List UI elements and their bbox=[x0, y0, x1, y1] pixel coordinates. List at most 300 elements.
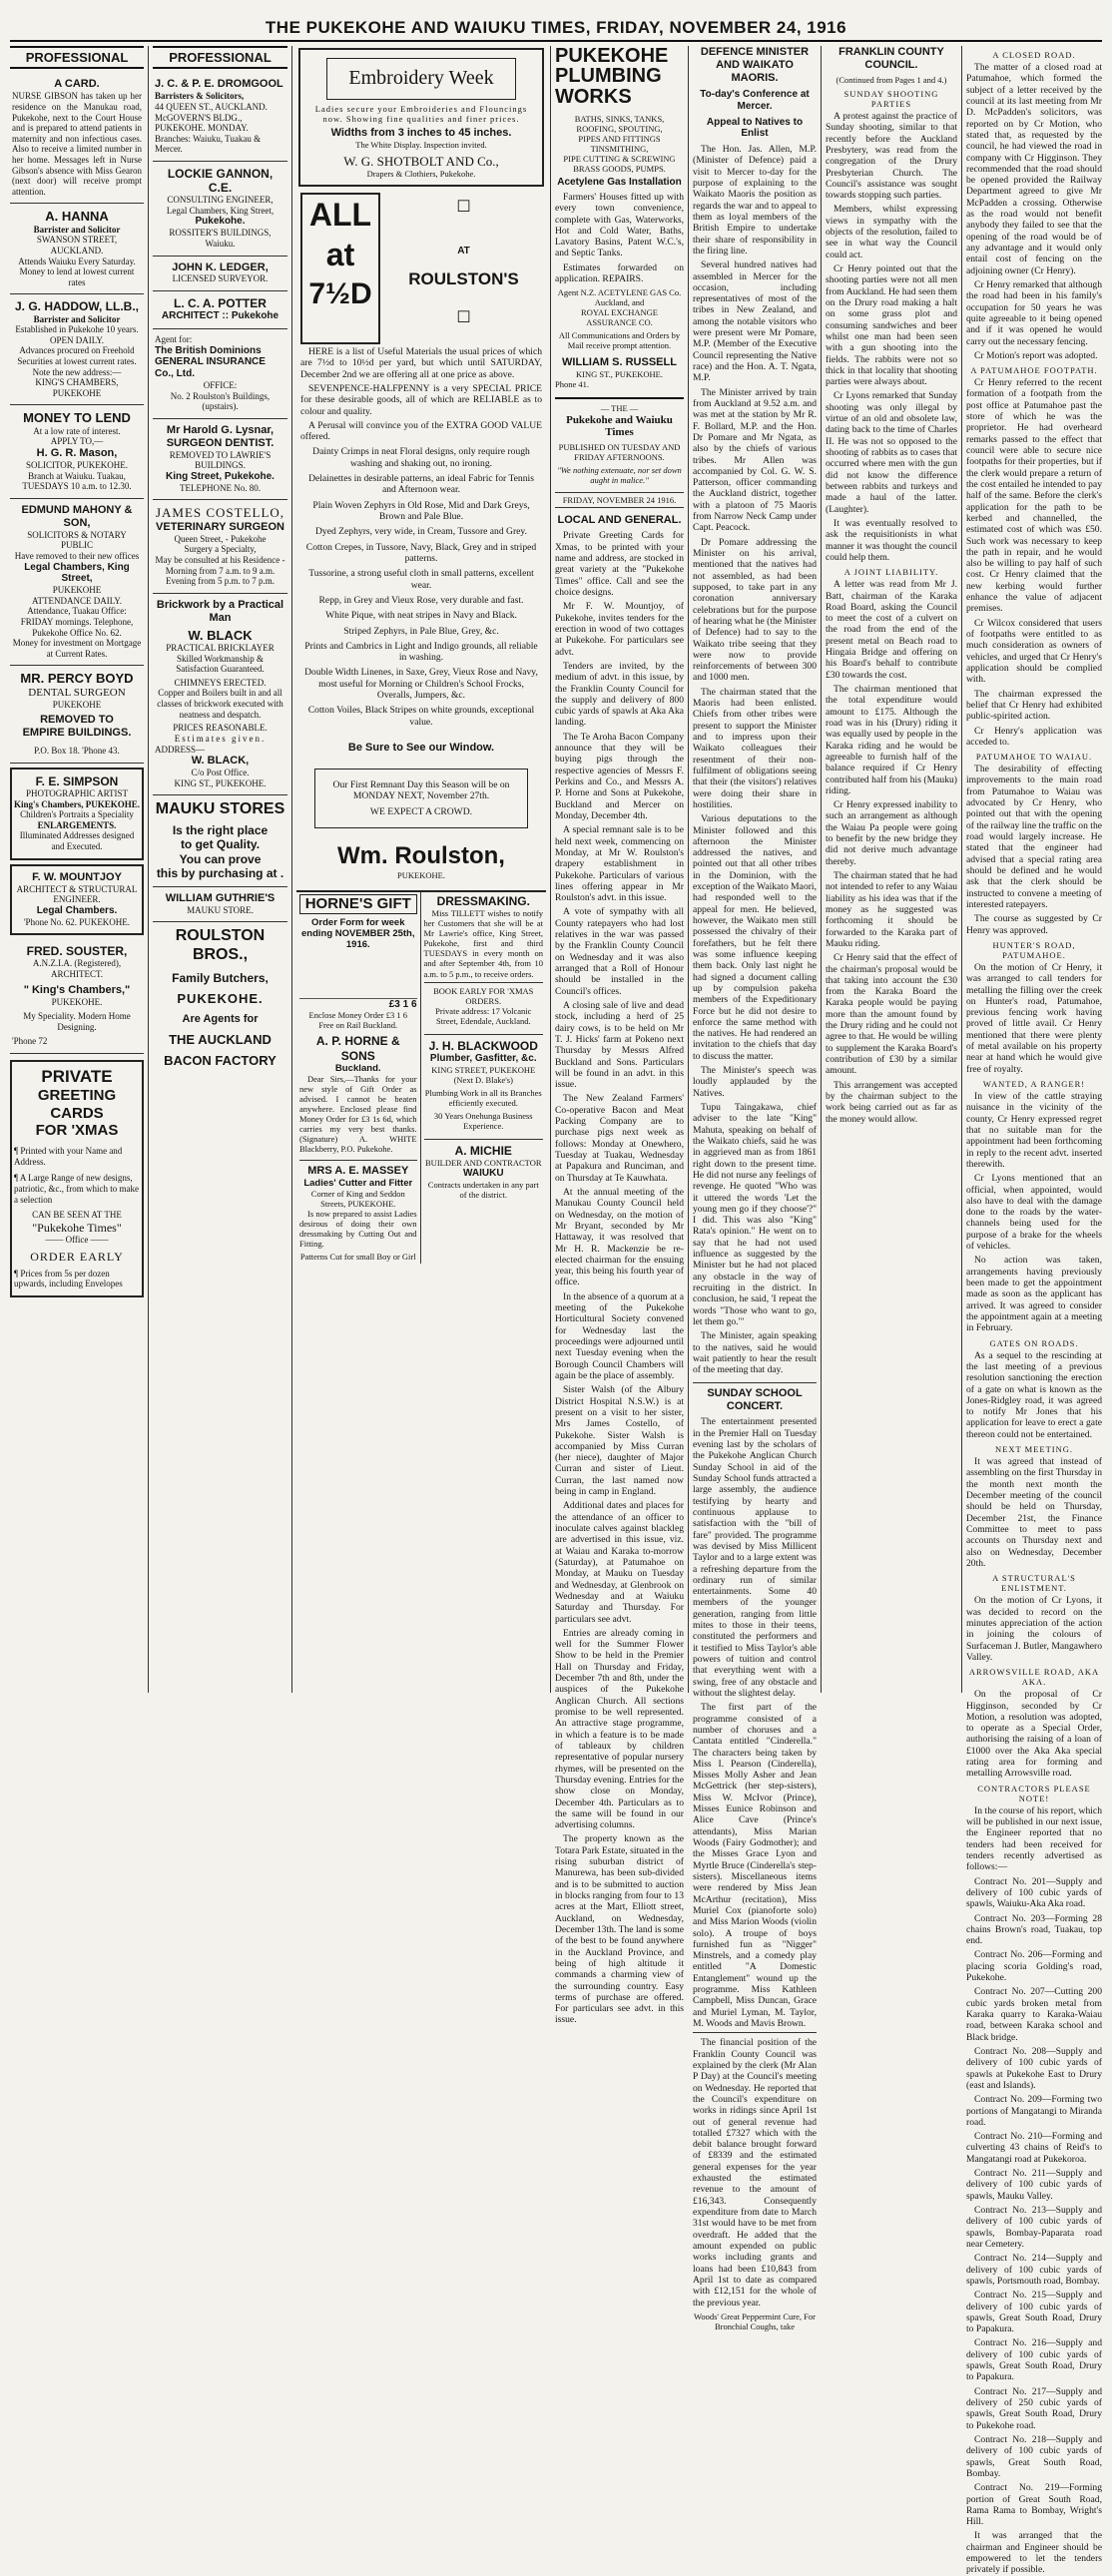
news-paragraph: It was eventually resolved to ask the requisitionists in what manner it was thought the council could help them. bbox=[826, 517, 957, 563]
ad-town: Pukekohe. bbox=[195, 216, 246, 228]
ad-address: No. 2 Roulston's Buildings, (upstairs). bbox=[170, 390, 271, 412]
ad-seen: CAN BE SEEN AT THE bbox=[32, 1210, 122, 1221]
ad-role: SURGEON DENTIST. bbox=[166, 436, 275, 449]
ad-role: Family Butchers, bbox=[172, 971, 269, 986]
ad-advances: Advances procured on Freehold Securities at lowest current rates. bbox=[17, 345, 137, 366]
ad-address: Corner of King and Seddon Streets, PUKEKOHE. bbox=[310, 1189, 405, 1210]
ad-greeting-cards bbox=[10, 1060, 144, 1297]
ad-at: at bbox=[325, 236, 355, 272]
ad-title: PUKEKOHE bbox=[555, 45, 669, 67]
column-advertisements bbox=[296, 46, 546, 1693]
column-rule bbox=[961, 46, 962, 1693]
ad-estimates: Estimates given. bbox=[174, 733, 267, 744]
news-paragraph: Contract No. 201—Supply and delivery of 100 cubic yards of spawls, Waiuku-Aka Aka road. bbox=[966, 1875, 1102, 1910]
checkbox-icon: ☐ bbox=[456, 308, 471, 326]
news-paragraph: Tupu Taingakawa, chief adviser to the late "King" Mahuta, speaking on behalf of the Waikato chiefs, said he was in aggrieved man as from 1861 right down to the present time. He did not nurse any feelings of revenge. He quoted "Who was it uttered the words 'Let the young men go if they choose'?" I did. This was also "King" Rata's opinion." He went on to say that he had not used influence as suggested by the Minister but he had not placed any obstacle in the way of recruiting in the district. In conclusion, he said, 'I repeat the words "Those who want to go, let them go."' bbox=[693, 1102, 817, 1327]
ad-role: PHOTOGRAPHIC ARTIST bbox=[25, 787, 129, 798]
news-paragraph: The chairman stated that he had not intended to refer to any Waiau liability as his idea was that if the money as he suggested was forthcoming it should be forwarded to the Karaka part of Mauku riding. bbox=[826, 870, 957, 949]
news-paragraph: Entries are already coming in well for the Summer Flower Show to be held in the Premier Hall on Thursday and Friday, December 7th and 8th, under the auspices of the Pukekohe Anglican Church. All sections promise to be well represented. An attractive stage programme, in which a feature is to be made of tableaux by children representative of popular nursery rhymes, will be presented on the Thursday evening. Entries for the show close on Monday, December 4th. Particulars as to the same will be found in our advertising columns. bbox=[555, 1627, 684, 1831]
ad-paragraph: A Perusal will convince you of the EXTRA GOOD VALUE offered. bbox=[300, 419, 542, 443]
ad-speciality: My Speciality. Modern Home Designing. bbox=[23, 1011, 131, 1032]
news-paragraph: The New Zealand Farmers' Co-operative Bacon and Meat Packing Company are to purchase pigs next week as follows: Monday at Onewhero, Tuesday at Tuakau, Wednesday at Papakura and Runciman, and on Thursday at Te Kauwhata. bbox=[555, 1093, 684, 1184]
article-headline: DEFENCE MINISTER AND WAIKATO MAORIS. bbox=[700, 46, 810, 84]
ad-address: KING STREET, PUKEKOHE (Next D. Blake's) bbox=[431, 1064, 536, 1085]
ad-attendance: ATTENDANCE DAILY. bbox=[32, 595, 122, 606]
article-subhead: HUNTER'S ROAD, PATUMAHOE. bbox=[992, 939, 1076, 960]
news-paragraph: The desirability of effecting improvements to the main road from Patumahoe to Waiau was advocated by Cr Henry, who pointed out that with the opening of the railway line the traffic on the road would largely increase. He stated that the engineer had advised that a special rating area should be defined and he would ask that the clerk should be instructed to convene a meeting of interested ratepayers. bbox=[966, 764, 1102, 910]
news-paragraph: Members, whilst expressing views in sympathy with the objects of the resolution, failed to see in what way the Council could act. bbox=[826, 204, 957, 260]
ad-name: LOCKIE GANNON, C.E. bbox=[167, 166, 274, 196]
news-paragraph: This arrangement was accepted by the chairman subject to the work being carried out as far as the money would allow. bbox=[826, 1079, 957, 1125]
ad-at: AT bbox=[457, 245, 470, 257]
article-subhead: GATES ON ROADS. bbox=[989, 1337, 1079, 1348]
ad-role: ARCHITECT & STRUCTURAL ENGINEER. bbox=[16, 883, 138, 905]
ad-title: PLUMBING bbox=[555, 65, 662, 87]
news-paragraph: Contract No. 217—Supply and delivery of 250 cubic yards of spawls, Great South Road, Drury to Pukekohe road. bbox=[966, 2385, 1102, 2431]
ad-title: MONEY TO LEND bbox=[23, 410, 131, 426]
news-paragraph: Contract No. 210—Forming and culverting 43 chains of Reid's to Mangatangi road at Pukekoroa. bbox=[966, 2131, 1102, 2165]
article-subhead: A JOINT LIABILITY. bbox=[843, 567, 939, 578]
ad-costello bbox=[153, 500, 287, 593]
article-subhead: NEXT MEETING. bbox=[995, 1444, 1073, 1455]
ad-apply: APPLY TO,— bbox=[50, 436, 104, 447]
ad-store: MAUKU STORE. bbox=[187, 904, 254, 915]
ad-line: BATHS, SINKS, TANKS, bbox=[574, 114, 665, 124]
column-county-council bbox=[826, 46, 957, 1693]
ad-building: McGOVERN'S BLDG., PUKEKOHE. MONDAY. bbox=[155, 112, 249, 134]
ad-invitation: The White Display. Inspection invited. bbox=[355, 139, 487, 150]
nameplate-the: — THE — bbox=[600, 403, 639, 414]
ad-free: Free on Rail Buckland. bbox=[318, 1020, 398, 1031]
ad-address: Private address: 17 Volcanic Street, Edendale, Auckland. bbox=[435, 1005, 532, 1026]
news-paragraph: The first part of the programme consisted of a number of choruses and a Cantata entitled "Cinderella." The characters being taken by Miss I. Pearson (Cinderella), Misses Molly Asher and Jean McGettrick (her step-sisters), Miss W. McIvor (Prince), Misses Eunice Robinson and Alice Cave (Prince's attendants), Miss Marian Woods (Fairy Godmother); and the Misses Grace Lyon and Myrtle Bruce (Cinderella's step-sisters). Miscellaneous items were rendered by Miss Jean McArthur (recitation), Miss Muriel Cox (pianoforte solo) and Miss Marion Woods (violin solo). A troupe of boys furnished fun as "Nigger" Minstrels, and a comedy play entitled "A Domestic Entanglement" wound up the programme. Miss Kathleen Campbell, Miss Duncan, Grace and Muriel Lyman, M. Taylor, M. Woods and Mavis Brown. bbox=[693, 1702, 817, 2030]
ad-remnant-box bbox=[314, 769, 528, 828]
news-paragraph: The financial position of the Franklin County Council was explained by the clerk (Mr Alan P Day) at the Council's meeting on Wednesday. He reported that the Council's expenditure on works in ridings since April 1st out of general revenue had totalled £7327 which with the debit balance brought forward of £8339 and the estimated general expenses for the year exhausted the estimated revenue to the amount of £16,343. Consequently expenditure from date to March 31st would have to be met from overdraft. He added that the amount expended on public works including grants and loans had been £10,843 from April 1st to date as compared with £12,151 for the whole of the previous year. bbox=[693, 2032, 817, 2309]
news-paragraph: The property known as the Totara Park Estate, situated in the rising suburban district of Manurewa, has been sub-divided and is to be submitted to auction in blocks ranging from four to 13 acres at the Mart, Elliott street, Auckland, on Wednesday, December 13th. The land is some of the best to be found anywhere in the Auckland Province, and being of high altitude it commands a charming view of the surrounding country. Easy terms of purchase are offered. For particulars see advt. in this issue. bbox=[555, 1833, 684, 2026]
ad-phone: Phone 41. bbox=[555, 379, 589, 390]
article-subhead: Appeal to Natives to Enlist bbox=[706, 116, 804, 140]
article-subhead: WANTED, A RANGER! bbox=[982, 1079, 1086, 1090]
ad-address: " King's Chambers," bbox=[23, 983, 131, 996]
ad-title: HORNE'S GIFT bbox=[299, 894, 417, 914]
ad-gannon bbox=[153, 162, 287, 257]
ad-hornes-gift bbox=[296, 892, 421, 1264]
news-paragraph: The Hon. Jas. Allen, M.P. (Minister of Defence) paid a visit to Mercer to-day for the purpose of explaining to the Waikato Maoris the position as regards the war and to appeal to them as loyal members of the British Empire to undertake their share of responsibility in the firing line. bbox=[693, 144, 817, 257]
ad-potter bbox=[153, 291, 287, 329]
ad-address: 44 QUEEN ST., AUCKLAND. bbox=[155, 101, 268, 112]
ad-book: BOOK EARLY FOR 'XMAS ORDERS. bbox=[424, 982, 543, 1006]
news-paragraph: A letter was read from Mr J. Batt, chairman of the Karaka Road Board, asking the Council to meet the cost of a culvert on the road from the end of the present metal on Beach road to Hingaia Bridge and offering on his Board's behalf to contribute £30 towards the cost. bbox=[826, 579, 957, 681]
ad-item: Dyed Zephyrs, very wide, in Cream, Tussore and Grey. bbox=[315, 526, 527, 538]
ad-item: Prints and Cambrics in Light and Indigo grounds, all reliable in washing. bbox=[304, 640, 538, 664]
ad-experience: 30 Years Onehunga Business Experience. bbox=[433, 1110, 533, 1131]
news-paragraph: Sister Walsh (of the Albury District Hospital N.S.W.) is at present on a visit to her sister, Mrs James Costello, of Pukekohe. Sister Walsh is accompanied by Miss Curran (her niece), daughter of Major Curran and sister of Lieut. Curran, the last named now being in camp in England. bbox=[555, 1384, 684, 1498]
ad-text: NURSE GIBSON has taken up her residence on the Manukau road, Pukekohe, next to the Court House and is prepared to attend patients in maternity and non infectious cases. Also to receive a limited number in her home. Messages left in Nurse Gibson's absence with Miss Gearon (next door) will receive prompt attention. bbox=[12, 91, 142, 197]
news-paragraph: Contract No. 207—Cutting 200 cubic yards broken metal from Karaka quarry to Karaka-Waiau road, between Karaka school and Black bridge. bbox=[966, 1986, 1102, 2043]
ad-role: PRACTICAL BRICKLAYER bbox=[166, 643, 275, 654]
ad-town: PUKEKOHE bbox=[52, 585, 102, 596]
ad-town: PUKEKOHE bbox=[52, 699, 102, 710]
column-rule bbox=[821, 46, 822, 1693]
ad-widths: Widths from 3 inches to 45 inches. bbox=[330, 126, 512, 139]
ad-line: BRASS GOODS, PUMPS. bbox=[573, 164, 666, 175]
ad-role: Plumber, Gasfitter, &c. bbox=[429, 1052, 537, 1064]
ad-phone: P.O. Box 18. 'Phone 43. bbox=[34, 746, 120, 757]
ad-role: DENTAL SURGEON bbox=[28, 686, 126, 699]
news-paragraph: The Minister, again speaking to the natives, said he would wait patiently to hear the result of the meeting that day. bbox=[693, 1330, 817, 1376]
ad-line: ROOFING, SPOUTING, bbox=[576, 124, 663, 135]
ad-price: 7½D bbox=[308, 276, 372, 310]
ad-role: SOLICITORS & NOTARY PUBLIC bbox=[27, 529, 127, 551]
ad-line: PIPE CUTTING & SCREWING bbox=[563, 154, 676, 165]
news-paragraph: Contract No. 216—Supply and delivery of 100 cubic yards of spawls, Great South Road, Drury to Papakura. bbox=[966, 2337, 1102, 2383]
ad-branches: Branches: Waiuku, Tuakau & Mercer. bbox=[155, 133, 262, 155]
article-subhead: PATUMAHOE TO WAIAU. bbox=[975, 752, 1093, 763]
news-paragraph: Contract No. 218—Supply and delivery of 100 cubic yards of spawls, Great South Road, Bombay. bbox=[966, 2433, 1102, 2479]
news-paragraph: Cr Henry referred to the recent formation of a footpath from the post office at Patumahoe past the store of which he was the proprietor. He had overheard remarks passed to the effect that council were able to secure nice footpaths for their properties, but if the clerk would prepare a return of the cost entailed he intended to pay half of the same. Before the clerk's application for the path to be kerbed and channelled, the estimated cost of which was £50. Such work was necessary to keep the path in repair, and he would also be willing to pay half of such cost. Cr Henry claimed that the new kerbing would further enhance the value of adjacent premises. bbox=[966, 377, 1102, 615]
news-paragraph: Contract No. 211—Supply and delivery of 100 cubic yards of spawls, Mauku Valley. bbox=[966, 2168, 1102, 2202]
ad-order: ORDER EARLY bbox=[30, 1249, 124, 1264]
ad-name: JAMES COSTELLO, bbox=[155, 505, 285, 521]
ad-line: ¶ A Large Range of new designs, patriotic, &c., from which to make a selection bbox=[14, 1173, 139, 1205]
ad-line: to get Quality. bbox=[180, 837, 261, 852]
article-subhead: A PATUMAHOE FOOTPATH. bbox=[970, 365, 1098, 376]
ad-name: J. C. & P. E. DROMGOOL bbox=[155, 78, 283, 91]
news-paragraph: On the motion of Cr Henry, it was arranged to call tenders for metalling the filling over the creek on Hunter's road, Patumahoe, previous fencing work having proved of little avail. Cr Henry mentioned that there were plenty of metal available on his property near at hand which he would give free of royalty. bbox=[966, 961, 1102, 1075]
ad-russell: WILLIAM S. RUSSELL bbox=[562, 356, 677, 369]
nameplate-motto: "We nothing extenuate, nor set down aught in malice." bbox=[557, 465, 682, 486]
ad-item: Plain Woven Zephyrs in Old Rose, Mid and Dark Greys, Brown and Pale Blue. bbox=[312, 499, 530, 523]
ad-open: OPEN DAILY. bbox=[50, 334, 104, 345]
ad-item: Dainty Crimps in neat Floral designs, only require rough washing and shaking out, no ironing. bbox=[312, 446, 530, 469]
ad-line: You can prove bbox=[179, 851, 262, 866]
ad-name: W. BLACK bbox=[188, 627, 253, 643]
column-rule bbox=[291, 46, 292, 1693]
ad-item: Tussorine, a strong useful cloth in small patterns, excellent wear. bbox=[308, 568, 534, 591]
ad-lysnar bbox=[153, 419, 287, 501]
ad-branch: Branch at Waiuku. Tuakau, TUESDAYS 10 a.m. to 12.30. bbox=[22, 470, 132, 492]
ad-note: Note the new address:— bbox=[32, 366, 122, 377]
ad-town: PUKEKOHE. bbox=[177, 991, 264, 1007]
news-paragraph: Additional dates and places for the attendance of an officer to inoculate calves against blackleg are advertised in this issue, viz. at Waiau and Karaka to-morrow (Saturday), at Patumahoe on Monday, at Mauku on Tuesday and Wednesday, at Glenbrook on Wednesday and at Waiuku Saturday and Thursday. For particulars see advt. bbox=[555, 1500, 684, 1625]
ad-phone: 'Phone 72 bbox=[12, 1036, 48, 1047]
ad-attendance-detail: Attendance, Tuakau Office: FRIDAY mornings. Telephone, Pukekohe Office No. 62. bbox=[20, 606, 134, 638]
news-paragraph: Various deputations to the Minister followed and this afternoon the Minister addressed the natives, and pointed out that all other tribes in the Dominion, with the exception of the Waikato Maori, had responded well to the appeal for men. He believed, however, the Waikato men still possessed the chivalry of their forefathers, but he felt there was some influence keeping them back. Only last night he had signed a document calling up by compulsion pakeha members of the Expeditionary Force but he did not desire to enforce the same method with the natives. He had rendered an invitation to the chiefs that day to discuss the matter. bbox=[693, 813, 817, 1062]
news-paragraph: Cr Henry's application was acceded to. bbox=[966, 725, 1102, 748]
ad-building: EMPIRE BUILDINGS. bbox=[22, 727, 132, 740]
news-paragraph: At the annual meeting of the Manukau County Council held on Wednesday, on the motion of Mr Bryant, seconded by Mr Hattaway, it was resolved that Mr H. R. Mackenzie be re-elected chairman for the ensuing year, this being his fourth year of office. bbox=[555, 1186, 684, 1288]
news-paragraph: Contract No. 203—Forming 28 chains Brown's road, Tuakau, top end. bbox=[966, 1912, 1102, 1947]
news-paragraph: Private Greeting Cards for Xmas, to be printed with your name and address, are stocked in great variety at the "Pukekohe Times" office. Call and see the choice designs. bbox=[555, 530, 684, 599]
ad-title: WORKS bbox=[555, 86, 632, 108]
ad-title: A CARD. bbox=[54, 78, 100, 91]
ad-name: W. BLACK, bbox=[191, 755, 250, 768]
ad-firm: A. P. HORNE & SONS bbox=[315, 1034, 400, 1063]
ad-line: BACON FACTORY bbox=[164, 1052, 277, 1068]
article-continued: (Continued from Pages 1 and 4.) bbox=[835, 74, 947, 85]
section-heading: PROFESSIONAL bbox=[153, 46, 287, 69]
column-professional-1 bbox=[10, 46, 144, 1693]
news-paragraph: A vote of sympathy with all County ratepayers who had lost relatives in the war was passed by the Franklin County Council on Wednesday and it was also arranged that a Roll of Honour should be installed in the Council's offices. bbox=[555, 906, 684, 997]
ad-copper: Copper and Boilers built in and all classes of brickwork executed with neatness and despatch. bbox=[157, 688, 283, 720]
ad-role: LICENSED SURVEYOR. bbox=[172, 273, 269, 284]
ad-item: Striped Zephyrs, in Pale Blue, Grey, &c. bbox=[343, 625, 499, 637]
ad-name: Mr Harold G. Lysnar, bbox=[166, 423, 275, 436]
ad-text: Plumbing Work in all its Branches efficiently executed. bbox=[424, 1087, 542, 1108]
ad-text: Contracts undertaken in any part of the district. bbox=[427, 1179, 539, 1200]
ad-sub: Drapers & Clothiers, Pukekohe. bbox=[366, 168, 476, 179]
article-headline: FRANKLIN COUNTY COUNCIL. bbox=[838, 46, 944, 71]
price-box bbox=[300, 193, 380, 344]
ad-text: Is now prepared to assist Ladies desirous of doing their own dressmaking by Cutting Out and Fitting. bbox=[299, 1209, 417, 1250]
ad-address: Legal Chambers, King Street, bbox=[166, 205, 275, 216]
ad-name: EDMUND MAHONY & SON, bbox=[21, 503, 133, 529]
news-paragraph: In view of the cattle straying nuisance in the vicinity of the county, Cr Henry expressed regret that no suitable man for the appointment had been forthcoming in reply to the recent advt. inserted therewith. bbox=[966, 1091, 1102, 1170]
ad-hours: May be consulted at his Residence - Morning from 7 a.m. to 9 a.m. Evening from 5 p.m. to 7 p.m. bbox=[155, 554, 285, 587]
ad-remnant: Our First Remnant Day this Season will be on MONDAY NEXT, November 27th. bbox=[332, 778, 510, 802]
ad-name: J. G. HADDOW, LL.B., bbox=[14, 299, 139, 314]
ad-title: PRIVATE bbox=[41, 1067, 113, 1087]
ad-item: Cotton Voiles, Black Stripes on white grounds, exceptional value. bbox=[307, 705, 535, 728]
column-rule bbox=[148, 46, 149, 1693]
ad-note: Have removed to their new offices bbox=[14, 550, 140, 561]
footer-ad: Woods' Great Peppermint Cure, For Bronchial Coughs, take bbox=[694, 2311, 816, 2331]
ad-roulston-bros bbox=[153, 922, 287, 1074]
ad-dromgool bbox=[153, 73, 287, 162]
ad-agent: Agent N.Z. ACETYLENE GAS Co. Auckland, and bbox=[557, 287, 682, 308]
ad-role: ARCHITECT :: Pukekohe bbox=[161, 310, 279, 322]
ad-address: SWANSON STREET, AUCKLAND. bbox=[36, 235, 118, 256]
ad-roulston-name: Wm. Roulston, bbox=[337, 841, 505, 869]
ad-royal: ROYAL EXCHANGE ASSURANCE CO. bbox=[581, 307, 658, 328]
order-list bbox=[299, 954, 417, 999]
news-paragraph: The course as suggested by Cr Henry was approved. bbox=[966, 913, 1102, 936]
news-paragraph: Several hundred natives had assembled in Mercer for the occasion, including representatives of most of the tribes in New Zealand, and among the notable visitors who were present were Mr Pomare, M.P. (Member of the Executive Council representing the Native race) and the Hon. A. T. Ngata, M.P. bbox=[693, 259, 817, 384]
ad-paragraph: Estimates forwarded on application. REPAIRS. bbox=[555, 261, 684, 285]
ad-order: Order Form for week ending NOVEMBER 25th, 1916. bbox=[301, 916, 415, 951]
news-paragraph: The chairman expressed the belief that Cr Henry had exhibited public-spirited action. bbox=[966, 688, 1102, 723]
ad-name: F. W. MOUNTJOY bbox=[32, 870, 122, 883]
ad-british-dominions bbox=[153, 329, 287, 419]
ad-street: King Street, Pukekohe. bbox=[166, 471, 275, 483]
article-subhead: A STRUCTURAL'S ENLISTMENT. bbox=[992, 1573, 1076, 1594]
section-heading: LOCAL AND GENERAL. bbox=[557, 513, 682, 526]
column-professional-2 bbox=[153, 46, 287, 1693]
ad-item: White Pique, with neat stripes in Navy and Black. bbox=[325, 610, 517, 622]
roulston-box bbox=[386, 193, 541, 340]
ad-name: A. HANNA bbox=[45, 209, 109, 225]
news-paragraph: Contract No. 206—Forming and placing scoria Golding's road, Pukekohe. bbox=[966, 1949, 1102, 1984]
ad-patterns: Patterns Cut for small Boy or Girl bbox=[299, 1252, 416, 1263]
article-subhead: CONTRACTORS PLEASE NOTE! bbox=[977, 1783, 1091, 1803]
ad-mahony bbox=[10, 499, 144, 667]
ad-line: ¶ Printed with your Name and Address. bbox=[14, 1146, 123, 1167]
ad-town: PUKEKOHE. bbox=[51, 996, 103, 1007]
ad-role: SOLICITOR, PUKEKOHE. bbox=[25, 459, 129, 470]
news-paragraph: Cr Lyons remarked that Sunday shooting was only illegal by virtue of an old and obsolete law, dating back to the time of Charles II. He was not so opposed to the shooting of rabbits as to cases that occurred where men with the gun did not know the difference between rabbits and turkeys and made a haul of the latter. (Laughter). bbox=[826, 390, 957, 515]
ad-ledger bbox=[153, 257, 287, 292]
ad-telephone: TELEPHONE No. 80. bbox=[180, 482, 261, 493]
ad-dressmaking bbox=[421, 892, 546, 1264]
column-rule bbox=[550, 46, 551, 1693]
ad-communications: All Communications and Orders by Mail receive prompt attention. bbox=[558, 330, 681, 351]
ad-michie: A. MICHIE bbox=[424, 1139, 543, 1158]
ad-paragraph: SEVENPENCE-HALFPENNY is a very SPECIAL PRICE for these desirable goods, all of which are RELIABLE as to colour and quality. bbox=[300, 382, 542, 417]
ad-agents: Are Agents for bbox=[182, 1012, 259, 1025]
news-paragraph: Cr Henry pointed out that the shooting parties were not all men from Auckland. He had seen them on the Drury road making a halt on some grass plot and consuming sandwiches and beer whilst one man had been seen with a gun shooting into the fields. The rabbits were not so thick in that locality that shooting parties were always about. bbox=[826, 263, 957, 388]
ad-black bbox=[153, 594, 287, 796]
news-paragraph: The matter of a closed road at Patumahoe, which formed the subject of a letter received by the council at its last meeting from Mr D. McPadden's solicitors, was reported on by Cr Motion, who stated that, as requested by the council, he had viewed the road in company with Cr Higginson. They recommended that the road should be opened provided the Railway Department agreed to give Mr McPadden a crossing. Otherwise as the road would not benefit anybody they failed to see that the opening of the road would be of any advantage and it would only entail cost of fencing on the adjoining owner (Cr Henry). bbox=[966, 62, 1102, 276]
ad-line: PIPES AND FITTINGS bbox=[578, 134, 661, 145]
ad-role: A.N.Z.I.A. (Registered), ARCHITECT. bbox=[32, 958, 122, 979]
news-paragraph: The Minister's speech was loudly applauded by the Natives. bbox=[693, 1065, 817, 1099]
ad-money: Money for investment on Mortgage at Current Rates. bbox=[12, 638, 142, 659]
news-paragraph: A special remnant sale is to be held next week, commencing on Monday, at Mr W. Roulston's drapery establishment in Pukekohe. Particulars of various lines offering appear in Mr Roulston's advt. in this issue. bbox=[555, 824, 684, 904]
news-paragraph: Cr Henry expressed inability to such an arrangement as although the Waiau Pa people were going to benefit by the new bridge they did not derive much advantage thereby. bbox=[826, 799, 957, 867]
ad-removed: REMOVED TO LAWRIE'S BUILDINGS. bbox=[169, 449, 272, 471]
ad-building: ROSSITER'S BUILDINGS, Waiuku. bbox=[169, 228, 272, 249]
ad-item: Cotton Crepes, in Tussore, Navy, Black, Grey and in striped patterns. bbox=[305, 541, 537, 564]
ad-skill: Skilled Workmanship & Satisfaction Guaranteed. bbox=[176, 653, 265, 675]
news-paragraph: The entertainment presented in the Premier Hall on Tuesday evening last by the scholars of the Pukekohe Anglican Church Sunday School in aid of the Sunday School funds attracted a large assembly, the audience testifying by hearty and continuous applause to satisfaction with the "bill of fare" provided. The programme was devised by Miss Millicent Taylor and to a large extent was a refreshing departure from the ordinary run of similar entertainments. Some 40 members of the younger generation, ranging from little mites to those in their teens, constituted the performers and it testified to Miss Taylor's able powers of tuition and control that everything went with a swing, free of any obstacle and without the slightest delay. bbox=[693, 1416, 817, 1699]
ad-town: KING ST., PUKEKOHE. bbox=[174, 777, 267, 788]
news-paragraph: Contract No. 213—Supply and delivery of 100 cubic yards of spawls, Bombay-Paparata road near Cemetery. bbox=[966, 2205, 1102, 2250]
ad-role: Ladies' Cutter and Fitter bbox=[303, 1178, 413, 1190]
ad-line: this by purchasing at . bbox=[156, 865, 284, 880]
ad-company: The British Dominions GENERAL INSURANCE Co., Ltd. bbox=[155, 344, 266, 380]
news-paragraph: Tenders are invited, by the medium of advt. in this issue, by the Franklin County Council for the supply and delivery of 800 cubic yards of spawls at Aka Aka landing. bbox=[555, 660, 684, 729]
ad-line: THE AUCKLAND bbox=[169, 1031, 272, 1047]
ad-title: FOR 'XMAS bbox=[35, 1122, 119, 1140]
ad-item: Double Width Linenes, in Saxe, Grey, Vieux Rose and Navy, most useful for Morning or Children's School Frocks, Overalls, Jumpers, &c. bbox=[304, 667, 538, 702]
ad-text: Miss TILLETT wishes to notify her Customers that she will be at Mr Lawrie's office, King Street, Pukekohe, first and third TUESDAYS in every month on and after September 4th, from 10 a.m. to 5 p.m., to receive orders. bbox=[423, 908, 543, 979]
ad-blackwood: J. H. BLACKWOOD bbox=[424, 1034, 543, 1053]
ad-office: "Pukekohe Times" bbox=[32, 1220, 122, 1235]
column-county-council-continued bbox=[966, 46, 1102, 2576]
ad-town: Buckland. bbox=[334, 1062, 381, 1074]
ad-name: FRED. SOUSTER, bbox=[26, 944, 128, 959]
ad-name: L. C. A. POTTER bbox=[174, 296, 267, 311]
ad-percy-boyd bbox=[10, 666, 144, 763]
ad-mountjoy bbox=[10, 864, 144, 936]
news-paragraph: On the motion of Cr Lyons, it was decided to record on the minutes appreciation of the action in joining the colours of Surfaceman J. Butler, Mangawhero Valley. bbox=[966, 1595, 1102, 1663]
ad-window: Be Sure to See our Window. bbox=[347, 742, 495, 755]
ad-title: GREETING CARDS bbox=[37, 1087, 117, 1122]
column-defence-minister bbox=[693, 46, 817, 2331]
ad-text: Dear Sirs,—Thanks for your new style of Gift Order as advised. I cannot be beaten anywhere. Enclosed please find Money Order for £3 1s 6d, which carries my very best thanks. (Signature) A. WHITE Blackberry, P.O. Pukekohe. bbox=[299, 1074, 417, 1155]
news-paragraph: Contract No. 209—Forming two portions of Mangatangi to Miranda road. bbox=[966, 2094, 1102, 2128]
ad-town: PUKEKOHE. bbox=[397, 870, 445, 881]
news-paragraph: A protest against the practice of Sunday shooting, similar to that recently before the Auckland Presbytery, was read from the congregation of the Drury Presbyterian Church. The Council's assistance was sought towards stopping such parties. bbox=[826, 110, 957, 202]
ad-address-label: ADDRESS— bbox=[155, 744, 206, 755]
ad-role: VETERINARY SURGEON bbox=[156, 520, 284, 533]
news-paragraph: Cr Motion's report was adopted. bbox=[974, 349, 1098, 361]
ad-title: MAUKU STORES bbox=[155, 800, 285, 818]
news-paragraph: Cr Henry remarked that although the road had been in his family's occupation for 50 years he was quite agreeable to it being opened and if it was opened he would carry out the necessary fencing. bbox=[966, 278, 1102, 347]
news-paragraph: Mr F. W. Mountjoy, of Pukekohe, invites tenders for the erection in wood of two cottages at Pukekohe. For particulars see advt. bbox=[555, 601, 684, 658]
ad-address: Legal Chambers. bbox=[36, 904, 118, 916]
ad-roulston-text bbox=[296, 346, 546, 880]
news-paragraph: The Minister arrived by train from Auckland at 9.52 a.m. and was met at the station by Mr R. F. Bollard, M.P. and the Hon. Dr Pomare and Mr Ngata, as also by the chiefs of various tribes. Mr Allen was accompanied by Col. G. W. S. Patterson, officer commanding the Auckland district, together with a platoon of 75 Maoris from Narrow Neck Camp under Capt. Peacock. bbox=[693, 386, 817, 534]
article-subhead: ARROWSVILLE ROAD, AKA AKA. bbox=[968, 1667, 1100, 1688]
ad-town: WAIUKU bbox=[462, 1167, 504, 1179]
ad-item: Repp, in Grey and Vieux Rose, very durable and fast. bbox=[318, 594, 524, 606]
paper-nameplate bbox=[555, 397, 684, 507]
ad-office-label: —— Office —— bbox=[45, 1234, 109, 1245]
ad-address: Queen Street, - Pukekohe bbox=[174, 533, 267, 544]
ad-line: Is the right place bbox=[172, 823, 269, 838]
article-subhead: To-day's Conference at Mercer. bbox=[700, 88, 810, 112]
news-paragraph: In the absence of a quorum at a meeting of the Pukekohe Horticultural Society convened for Wednesday last the proceedings were adjourned until next Tuesday evening when the Borough Council Chambers will again be the place of assembly. bbox=[555, 1290, 684, 1381]
news-paragraph: The Te Aroha Bacon Company announce that they will be buying pigs through the respective agencies of Messrs F. Perkins and Co., and Messrs A. P. Horne and Sons at Pukekohe, Buckland and Mercer on Monday, December 4th. bbox=[555, 731, 684, 821]
ad-phone: 'Phone No. 62. PUKEKOHE. bbox=[23, 916, 131, 927]
ad-haddow bbox=[10, 294, 144, 405]
news-paragraph: In the course of his report, which will be published in our next issue, the Engineer reported that no tenders had been received for tenders recently advertised as follows:— bbox=[966, 1804, 1102, 1873]
news-paragraph: It was agreed that instead of assembling on the first Thursday in the month next month the December meeting of the council should be held on Thursday, December 21st, the Finance Committee to meet to pass accounts on Thursday next and also on Wednesday, December 20th. bbox=[966, 1456, 1102, 1569]
nameplate-title: Pukekohe and Waiuku Times bbox=[566, 413, 673, 439]
ad-note: Attends Waiuku Every Saturday. Money to lend at lowest current rates bbox=[18, 256, 136, 287]
ad-nurse-gibson bbox=[10, 73, 144, 204]
news-paragraph: Contract No. 208—Supply and delivery of 100 cubic yards of spawls at Pukekohe East to Drury (east and Islands). bbox=[966, 2045, 1102, 2091]
ad-line: Acetylene Gas Installation bbox=[557, 177, 682, 189]
news-paragraph: It was arranged that the chairman and Engineer should be empowered to let the tenders privately if possible. bbox=[966, 2530, 1102, 2576]
ad-massey: MRS A. E. MASSEY bbox=[299, 1160, 417, 1178]
ad-removed: REMOVED TO bbox=[40, 714, 114, 727]
ad-embroidery-week bbox=[298, 48, 544, 187]
news-paragraph: Cr Wilcox considered that users of footpaths were entitled to as much consideration as owners of vehicles, and urged that Cr Henry's application should be complied with. bbox=[966, 617, 1102, 686]
news-paragraph: Contract No. 215—Supply and delivery of 100 cubic yards of spawls, Great South Road, Drury to Papakura. bbox=[966, 2290, 1102, 2335]
ad-title: Brickwork by a Practical Man bbox=[156, 598, 284, 624]
ad-mauku-stores bbox=[153, 795, 287, 887]
ad-speciality: Children's Portraits a Speciality bbox=[20, 809, 134, 820]
nameplate-date: FRIDAY, NOVEMBER 24 1916. bbox=[555, 492, 684, 508]
news-paragraph: Cr Henry said that the effect of the chairman's proposal would be that taking into account the £30 from the Karaka Board the Karaka people would be paying more than the amount found by the Drury riding and he could not agree to that. He would be willing to supplement the Karaka Board's contribution of £30 by a similar amount. bbox=[826, 952, 957, 1077]
article-subhead: A CLOSED ROAD. bbox=[992, 50, 1076, 60]
ad-hanna bbox=[10, 204, 144, 294]
ad-all: ALL bbox=[308, 196, 372, 233]
ad-text: Ladies secure your Embroideries and Flouncings now. Showing fine qualities and finer prices. bbox=[314, 103, 528, 124]
ad-address: King's Chambers, PUKEKOHE. bbox=[14, 798, 141, 809]
news-paragraph: No action was taken, arrangements having previously been made to get the appointment made as soon as the applicant has arrived. It was agreed to consider the appointment again at a meeting in February. bbox=[966, 1255, 1102, 1334]
column-rule bbox=[688, 46, 689, 1693]
ad-name: ROULSTON BROS., bbox=[175, 927, 266, 964]
ad-name: F. E. SIMPSON bbox=[35, 773, 119, 788]
ad-title: DRESSMAKING. bbox=[436, 894, 530, 909]
ad-enlargements: ENLARGEMENTS. bbox=[37, 819, 117, 830]
ad-simpson bbox=[10, 768, 144, 860]
ad-paragraph: Farmers' Houses fitted up with every town convenience, complete with Gas, Waterworks, Hot and Cold Water, Baths, Lavatory Basins, Patent W.C.'s, and Septic Tanks. bbox=[555, 191, 684, 259]
ad-title: Embroidery Week bbox=[326, 58, 516, 100]
ad-guthrie bbox=[153, 887, 287, 923]
news-paragraph: The chairman stated that the Maoris had been enlisted. Chiefs from other tribes were present to support the Minister and to impress upon their Waikato colleagues their resentment of their non-fulfilment of obligations seeing that their (the visitors') relatives were doing their share in hostilities. bbox=[693, 686, 817, 810]
ad-chimneys: CHIMNEYS ERECTED. bbox=[174, 677, 267, 688]
ad-role: Barrister and Solicitor bbox=[33, 224, 121, 235]
ad-all-at-price bbox=[296, 193, 546, 342]
ad-role: Barrister and Solicitor bbox=[33, 313, 121, 324]
ad-name: H. G. R. Mason, bbox=[36, 446, 118, 459]
checkbox-icon: ☐ bbox=[456, 198, 471, 216]
news-paragraph: Contract No. 219—Forming portion of Great South Road, Rama Rama to Bombay, Wright's Hill. bbox=[966, 2482, 1102, 2528]
ad-mason bbox=[10, 405, 144, 498]
ad-illuminated: Illuminated Addresses designed and Executed. bbox=[19, 830, 135, 852]
column-plumbing-local bbox=[555, 45, 684, 2026]
news-paragraph: A closing sale of live and dead stock, including a herd of 25 dairy cows, is to be held on Mr T. J. Hicks' farm at Pokeno next Thursday by Messrs Alfred Buckland and Sons. Particulars will be found in an advt. in this issue. bbox=[555, 999, 684, 1091]
ad-role: BUILDER AND CONTRACTOR bbox=[425, 1157, 542, 1168]
news-paragraph: Cr Lyons mentioned that an official, when appointed, would also have to deal with the damage done to the roads by the water-channels being used for the purpose of a brake for the wheels of vehicles. bbox=[966, 1173, 1102, 1253]
news-paragraph: On the proposal of Cr Higginson, seconded by Cr Motion, a resolution was adopted, to operate as a Special Order, authorising the raising of a loan of £1000 over the Aka Aka special rating area for forming and metalling Arrowsville road. bbox=[966, 1689, 1102, 1780]
ad-line: ¶ Prices from 5s per dozen upwards, including Envelopes bbox=[14, 1268, 123, 1289]
ad-line: TINSMITHING, bbox=[590, 144, 649, 155]
